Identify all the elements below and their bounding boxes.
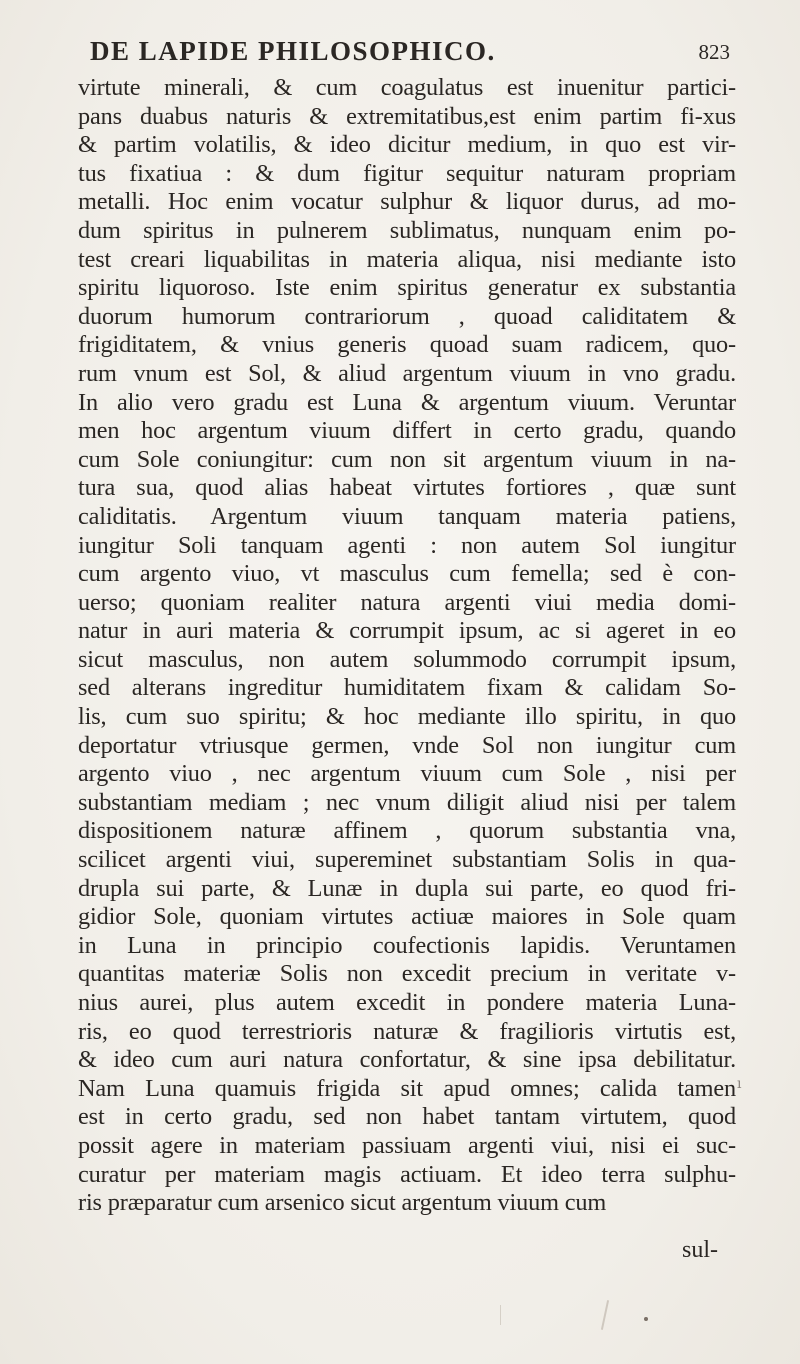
text-line: est in certo gradu, sed non habet tantam virtutem, quod bbox=[78, 1103, 736, 1131]
text-line: tura sua, quod alias habeat virtutes fortiores , quæ sunt bbox=[78, 474, 736, 502]
paper-crease bbox=[601, 1300, 609, 1330]
text-line: lis, cum suo spiritu; & hoc mediante illo spiritu, in quo bbox=[78, 703, 736, 731]
text-line: ris præparatur cum arsenico sicut argentum viuum cum bbox=[78, 1189, 607, 1217]
text-line: metalli. Hoc enim vocatur sulphur & liquor durus, ad mo- bbox=[78, 188, 736, 216]
text-line: in Luna in principio coufectionis lapidis. Veruntamen bbox=[78, 931, 736, 959]
text-line: natur in auri materia & corrumpit ipsum, ac si ageret in eo bbox=[78, 617, 736, 645]
text-line: drupla sui parte, & Lunæ in dupla sui parte, eo quod fri- bbox=[78, 874, 736, 902]
text-line: rum vnum est Sol, & aliud argentum viuum in vno gradu. bbox=[78, 359, 736, 387]
text-line: curatur per materiam magis actiuam. Et ideo terra sulphu- bbox=[78, 1160, 736, 1188]
text-line: dum spiritus in pulnerem sublimatus, nunquam enim po- bbox=[78, 216, 736, 244]
body-text bbox=[78, 74, 736, 1218]
text-line: ris, eo quod terrestrioris naturæ & fragilioris virtutis est, bbox=[78, 1017, 736, 1045]
text-line: Nam Luna quamuis frigida sit apud omnes; calida tamen bbox=[78, 1074, 736, 1102]
text-line: In alio vero gradu est Luna & argentum viuum. Veruntar bbox=[78, 388, 736, 416]
ink-spot bbox=[644, 1317, 648, 1321]
text-line: dispositionem naturæ affinem , quorum substantia vna, bbox=[78, 817, 736, 845]
catchword: sul- bbox=[682, 1237, 718, 1263]
text-line: argento viuo , nec argentum viuum cum Sole , nisi per bbox=[78, 760, 736, 788]
text-line: & ideo cum auri natura confortatur, & sine ipsa debilitatur. bbox=[78, 1046, 736, 1074]
text-line: duorum humorum contrariorum , quoad caliditatem & bbox=[78, 302, 736, 330]
text-line: nius aurei, plus autem excedit in pondere materia Luna- bbox=[78, 989, 736, 1016]
text-line: test creari liquabilitas in materia aliqua, nisi mediante isto bbox=[78, 245, 736, 273]
page-header bbox=[90, 36, 730, 76]
text-line: frigiditatem, & vnius generis quoad suam radicem, quo- bbox=[78, 331, 736, 359]
text-line: possit agere in materiam passiuam argenti viui, nisi ei suc- bbox=[78, 1131, 736, 1159]
text-line: cum argento viuo, vt masculus cum femella; sed è con- bbox=[78, 560, 736, 588]
text-line: iungitur Soli tanquam agenti : non autem Sol iungitur bbox=[78, 531, 736, 559]
text-line: deportatur vtriusque germen, vnde Sol non iungitur cum bbox=[78, 731, 736, 759]
text-line: sicut masculus, non autem solummodo corrumpit ipsum, bbox=[78, 645, 736, 673]
text-line: quantitas materiæ Solis non excedit precium in veritate v- bbox=[78, 960, 736, 988]
paper-crease bbox=[500, 1305, 501, 1325]
text-line: uerso; quoniam realiter natura argenti viui media domi- bbox=[78, 588, 736, 616]
text-line: gidior Sole, quoniam virtutes actiuæ maiores in Sole quam bbox=[78, 903, 736, 931]
text-line: cum Sole coniungitur: cum non sit argentum viuum in na- bbox=[78, 445, 736, 473]
text-line: caliditatis. Argentum viuum tanquam materia patiens, bbox=[78, 502, 736, 530]
text-line: pans duabus naturis & extremitatibus,est enim partim fi-xus bbox=[78, 102, 736, 130]
text-line: scilicet argenti viui, supereminet substantiam Solis in qua- bbox=[78, 846, 736, 874]
text-line: sed alterans ingreditur humiditatem fixam & calidam So- bbox=[78, 674, 736, 702]
page-number: 823 bbox=[698, 40, 730, 64]
running-title: DE LAPIDE PHILOSOPHICO. bbox=[90, 36, 496, 66]
margin-mark: ı bbox=[737, 1076, 742, 1092]
text-line: substantiam mediam ; nec vnum diligit aliud nisi per talem bbox=[78, 788, 736, 816]
text-line: men hoc argentum viuum differt in certo gradu, quando bbox=[78, 417, 736, 445]
text-line: spiritu liquoroso. Iste enim spiritus generatur ex substantia bbox=[78, 274, 736, 302]
text-line: tus fixatiua : & dum figitur sequitur naturam propriam bbox=[78, 159, 736, 187]
text-line: & partim volatilis, & ideo dicitur medium, in quo est vir- bbox=[78, 131, 736, 159]
text-line: virtute minerali, & cum coagulatus est inuenitur partici- bbox=[78, 74, 736, 101]
